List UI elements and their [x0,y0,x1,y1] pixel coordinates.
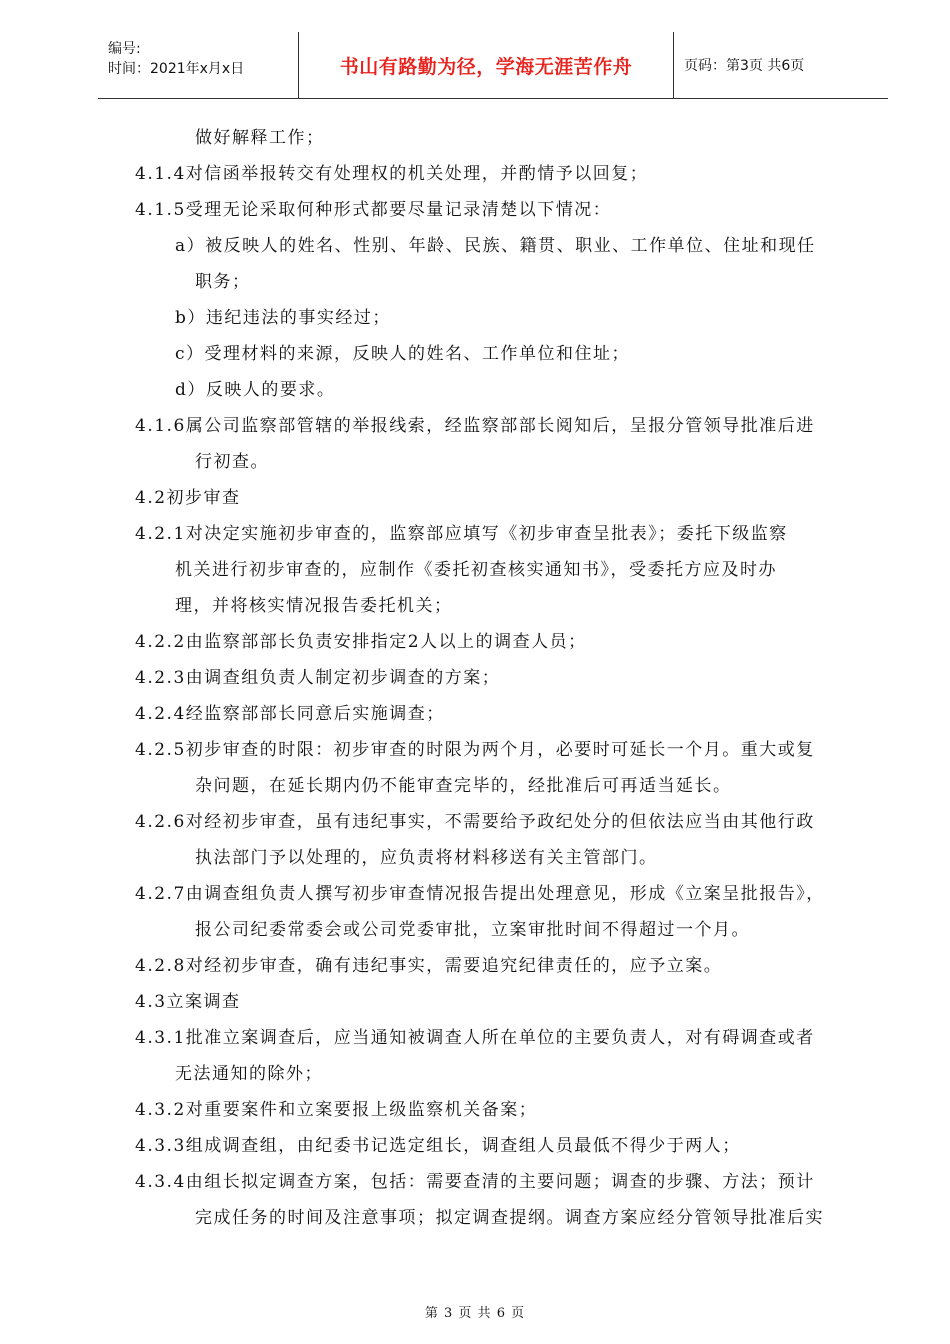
text-line: b）违纪违法的事实经过； [175,308,391,328]
text-line: 执法部门予以处理的，应负责将材料移送有关主管部门。 [195,848,658,868]
page-header [98,32,888,99]
header-page-cell [672,32,888,98]
text-line: 4.3.3组成调查组，由纪委书记选定组长，调查组人员最低不得少于两人； [135,1136,741,1156]
text-line: 杂问题，在延长期内仍不能审查完毕的，经批准后可再适当延长。 [195,776,732,796]
header-motto: 书山有路勤为径，学海无涯苦作舟 [339,55,633,78]
text-line: 行初查。 [195,452,269,472]
text-line: 4.2.3由调查组负责人制定初步调查的方案； [135,668,501,688]
text-line: 4.3.2对重要案件和立案要报上级监察机关备案； [135,1100,538,1120]
text-line: 4.1.5受理无论采取何种形式都要尽量记录清楚以下情况： [135,200,612,220]
text-line: a）被反映人的姓名、性别、年龄、民族、籍贯、职业、工作单位、住址和现任 [175,236,816,256]
text-line: 职务； [195,272,251,292]
text-line: 理，并将核实情况报告委托机关； [175,596,453,616]
text-line: 完成任务的时间及注意事项；拟定调查提纲。调查方案应经分管领导批准后实 [195,1208,824,1228]
text-line: 4.2.5初步审查的时限：初步审查的时限为两个月，必要时可延长一个月。重大或复 [135,740,815,760]
text-line: 4.1.6属公司监察部管辖的举报线索，经监察部部长阅知后，呈报分管领导批准后进 [135,416,815,436]
text-line: 4.2.2由监察部部长负责安排指定2人以上的调查人员； [135,632,587,652]
page-footer: 第 3 页 共 6 页 [424,1306,526,1321]
header-meta-cell [98,32,298,98]
text-line: 4.3.1批准立案调查后，应当通知被调查人所在单位的主要负责人，对有碍调查或者 [135,1028,815,1048]
header-page-info: 页码：第3页 共6页 [684,58,805,74]
text-line: 4.3.4由组长拟定调查方案，包括：需要查清的主要问题；调查的步骤、方法；预计 [135,1172,815,1192]
text-line: 机关进行初步审查的，应制作《委托初查核实通知书》，受委托方应及时办 [175,560,777,580]
text-line: 报公司纪委常委会或公司党委审批，立案审批时间不得超过一个月。 [195,920,750,940]
text-line: 4.2.7由调查组负责人撰写初步审查情况报告提出处理意见，形成《立案呈批报告》， [135,884,825,904]
text-line: 4.2.6对经初步审查，虽有违纪事实，不需要给予政纪处分的但依法应当由其他行政 [135,812,815,832]
section-heading: 4.2初步审查 [135,488,241,508]
text-line: d）反映人的要求。 [175,380,336,400]
section-heading: 4.3立案调查 [135,992,241,1012]
text-line: 4.1.4对信函举报转交有处理权的机关处理，并酌情予以回复； [135,164,649,184]
text-line: 4.2.4经监察部部长同意后实施调查； [135,704,445,724]
document-time-label: 时间：2021年x月x日 [108,61,245,77]
text-line: 4.2.1对决定实施初步审查的，监察部应填写《初步审查呈批表》；委托下级监察 [135,524,788,544]
header-motto-cell [298,32,674,98]
text-line: 4.2.8对经初步审查，确有违纪事实，需要追究纪律责任的，应予立案。 [135,956,723,976]
text-line: 无法通知的除外； [175,1064,323,1084]
text-line: 做好解释工作； [195,128,325,148]
document-number-label: 编号: [108,41,141,57]
text-line: c）受理材料的来源，反映人的姓名、工作单位和住址； [175,344,631,364]
